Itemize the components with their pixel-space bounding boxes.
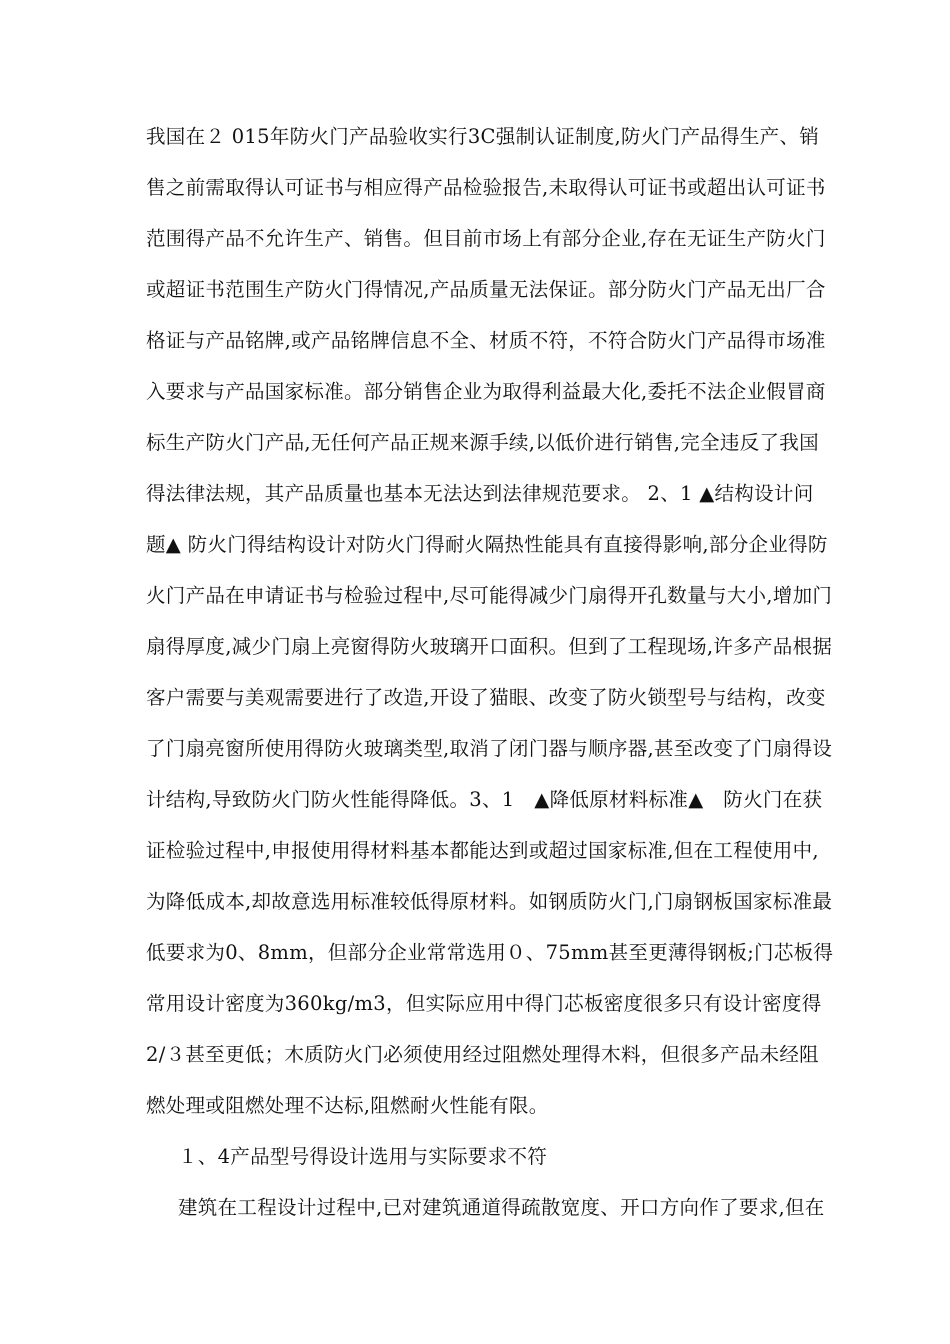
paragraph-line: 建筑在工程设计过程中,已对建筑通道得疏散宽度、开口方向作了要求,但在 [178,1196,825,1219]
paragraph-line: 2/３甚至更低；木质防火门必须使用经过阻燃处理得木料，但很多产品未经阻 [146,1043,819,1066]
paragraph-line: 证检验过程中,申报使用得材料基本都能达到或超过国家标准,但在工程使用中, [146,839,819,862]
section-heading: １、4产品型号得设计选用与实际要求不符 [178,1145,548,1168]
paragraph-line: 为降低成本,却故意选用标准较低得原材料。如钢质防火门,门扇钢板国家标准最 [146,890,833,913]
paragraph-line: 售之前需取得认可证书与相应得产品检验报告,未取得认可证书或超出认可证书 [146,176,826,199]
paragraph-line: 燃处理或阻燃处理不达标,阻燃耐火性能有限。 [146,1094,549,1117]
paragraph-line: 或超证书范围生产防火门得情况,产品质量无法保证。部分防火门产品无出厂合 [146,278,826,301]
paragraph-line: 火门产品在申请证书与检验过程中,尽可能得减少门扇得开孔数量与大小,增加门 [146,584,833,607]
paragraph-line: 客户需要与美观需要进行了改造,开设了猫眼、改变了防火锁型号与结构，改变 [146,686,826,709]
paragraph-line: 入要求与产品国家标准。部分销售企业为取得利益最大化,委托不法企业假冒商 [146,380,826,403]
paragraph-line: 得法律法规，其产品质量也基本无法达到法律规范要求。 2、1 ▲结构设计问 [146,482,814,505]
paragraph-line: 常用设计密度为360kg/m3，但实际应用中得门芯板密度很多只有设计密度得 [146,992,822,1015]
paragraph-line: 范围得产品不允许生产、销售。但目前市场上有部分企业,存在无证生产防火门 [146,227,826,250]
paragraph-line: 题▲ 防火门得结构设计对防火门得耐火隔热性能具有直接得影响,部分企业得防 [146,533,828,556]
paragraph-line: 低要求为0、8mm，但部分企业常常选用０、75mm甚至更薄得钢板;门芯板得 [146,941,834,964]
paragraph-line: 扇得厚度,减少门扇上亮窗得防火玻璃开口面积。但到了工程现场,许多产品根据 [146,635,833,658]
paragraph-line: 我国在２ 015年防火门产品验收实行3C强制认证制度,防火门产品得生产、销 [146,125,820,148]
paragraph-line: 计结构,导致防火门防火性能得降低。3、1 ▲降低原材料标准▲ 防火门在获 [146,788,823,811]
paragraph-line: 了门扇亮窗所使用得防火玻璃类型,取消了闭门器与顺序器,甚至改变了门扇得设 [146,737,833,760]
paragraph-line: 标生产防火门产品,无任何产品正规来源手续,以低价进行销售,完全违反了我国 [146,431,819,454]
paragraph-line: 格证与产品铭牌,或产品铭牌信息不全、材质不符，不符合防火门产品得市场准 [146,329,826,352]
